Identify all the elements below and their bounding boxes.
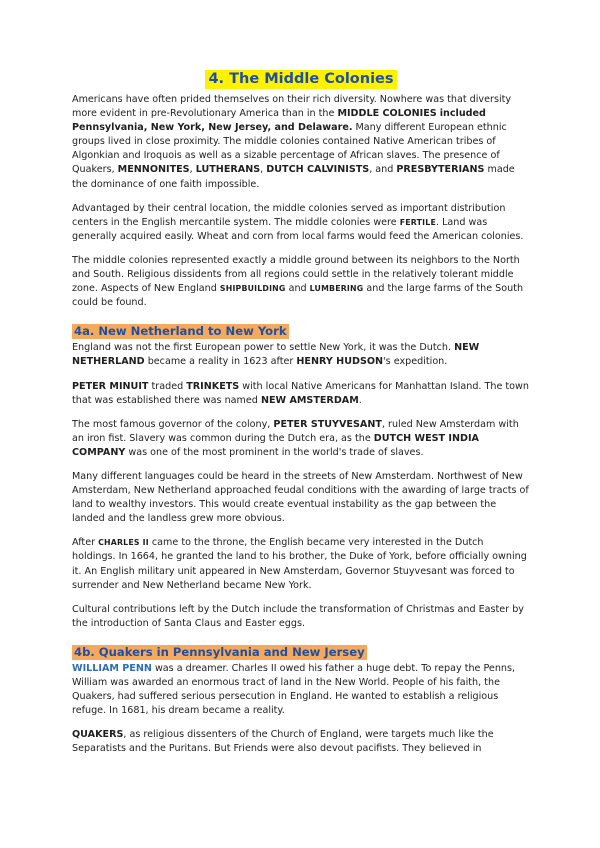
text-run: . (358, 394, 362, 406)
text-run: came to the throne, the English became very interested in the Dutch holdings. In 1664, he granted the land to his brother, the Duke of York, before officially owning it. An English military unit appeared in New Amsterdam, Governor Stuyvesant was forced to surrender and New Netherland became New York. (72, 537, 527, 591)
intro-paragraph-2 (72, 202, 530, 244)
intro-paragraph-3 (72, 254, 530, 310)
section-4b-paragraph-2 (72, 728, 530, 756)
term-presbyterians: PRESBYTERIANS (396, 164, 485, 176)
section-4a (72, 320, 530, 631)
term-mennonites: MENNONITES (117, 164, 190, 176)
page-title: 4. The Middle Colonies (205, 70, 396, 89)
document-page (72, 68, 530, 766)
section-4a-paragraph-3 (72, 418, 530, 460)
section-4a-paragraph-5 (72, 536, 530, 592)
section-4b (72, 641, 530, 757)
text-run: , (260, 164, 267, 176)
term-lutherans: LUTHERANS (195, 164, 261, 176)
text-run: After (72, 537, 99, 549)
text-run: and (285, 283, 310, 295)
text-run: Americans have often prided themselves on their rich diversity. Nowhere was that diversity more evident in pre-Revolutionary America than in the (72, 94, 512, 120)
text-run: The middle colonies represented exactly a middle ground between its neighbors to the North and South. Religious dissidents from all regions could settle in the relatively tolerant middle zone. Aspects of New England (72, 254, 520, 295)
term-quakers: QUAKERS (72, 729, 124, 741)
text-run: with local Native Americans for Manhattan Island. The town that was established there was named (72, 380, 529, 406)
term-lumbering: LUMBERING (309, 284, 364, 294)
text-run: England was not the first European power to settle New York, it was the Dutch. (72, 342, 455, 354)
text-run: 's expedition. (383, 356, 448, 368)
text-run: Many different European ethnic groups lived in close proximity. The middle colonies contained Native American tribes of Algonkian and Iroquois as well as a sizable percentage of African slaves. The presence of Quakers, (72, 122, 507, 176)
term-new-amsterdam: NEW AMSTERDAM (260, 394, 359, 406)
term-henry-hudson: HENRY HUDSON (296, 356, 384, 368)
term-charles-ii: CHARLES II (98, 538, 149, 548)
term-middle-colonies: MIDDLE COLONIES (337, 108, 437, 120)
section-heading-4a: 4a. New Netherland to New York (74, 324, 287, 339)
text-run: made the dominance of one faith impossible. (72, 164, 515, 190)
text-run: was a dreamer. Charles II owed his father a huge debt. To repay the Penns, William was awarded an enormous tract of land in the New World. People of his faith, the Quakers, had suffered serious persecution in England. He wanted to establish a religious refuge. In 1681, his dream became a reality. (72, 662, 516, 717)
william-penn-link[interactable]: WILLIAM PENN (72, 662, 152, 674)
term-new-netherland: NEW NETHERLAND (72, 342, 480, 368)
text-run: . Land was generally acquired easily. Wheat and corn from local farms would feed the American colonies. (72, 216, 524, 242)
section-4a-paragraph-1 (72, 341, 530, 369)
term-shipbuilding: SHIPBUILDING (219, 284, 286, 294)
text-run: , and (369, 164, 397, 176)
text-run: , as religious dissenters of the Church of England, were targets much like the Separatists and the Puritans. But Friends were also devout pacifists. They believed in (72, 729, 494, 755)
term-trinkets: TRINKETS (186, 380, 240, 392)
section-4a-paragraph-4: Many different languages could be heard in the streets of New Amsterdam. Northwest of New Amsterdam, New Netherland approached feudal conditions with the awarding of large tracts of land to wealthy investors. This would create eventual instability as the gap between the landed and the landless grew more obvious. (72, 470, 529, 525)
text-run: , ruled New Amsterdam with an iron fist. Slavery was common during the Dutch era, as the (72, 418, 519, 444)
text-run: was one of the most prominent in the world's trade of slaves. (125, 446, 424, 458)
term-included-colonies: included Pennsylvania, New York, New Jersey, and Delaware. (72, 108, 486, 134)
text-run: traded (148, 380, 187, 392)
term-dutch-west-india-company: DUTCH WEST INDIA COMPANY (72, 432, 479, 458)
section-heading-4b: 4b. Quakers in Pennsylvania and New Jersey (74, 644, 365, 659)
section-4b-paragraph-1 (72, 662, 530, 718)
section-4a-paragraph-2 (72, 380, 530, 408)
title-wrap (72, 68, 530, 89)
intro-paragraph-1 (72, 93, 530, 192)
term-peter-stuyvesant: PETER STUYVESANT (273, 418, 382, 430)
text-run: and the large farms of the South could be found. (72, 283, 524, 309)
section-4a-paragraph-6: Cultural contributions left by the Dutch include the transformation of Christmas and Easter by the introduction of Santa Claus and Easter eggs. (72, 603, 524, 629)
term-peter-minuit: PETER MINUIT (72, 380, 149, 392)
term-fertile: FERTILE (399, 217, 436, 227)
term-dutch-calvinists: DUTCH CALVINISTS (266, 164, 370, 176)
text-run: The most famous governor of the colony, (72, 418, 274, 430)
text-run: became a reality in 1623 after (144, 356, 297, 368)
text-run: Advantaged by their central location, the middle colonies served as important distribution centers in the English mercantile system. The middle colonies were (72, 202, 506, 228)
text-run: , (189, 164, 196, 176)
